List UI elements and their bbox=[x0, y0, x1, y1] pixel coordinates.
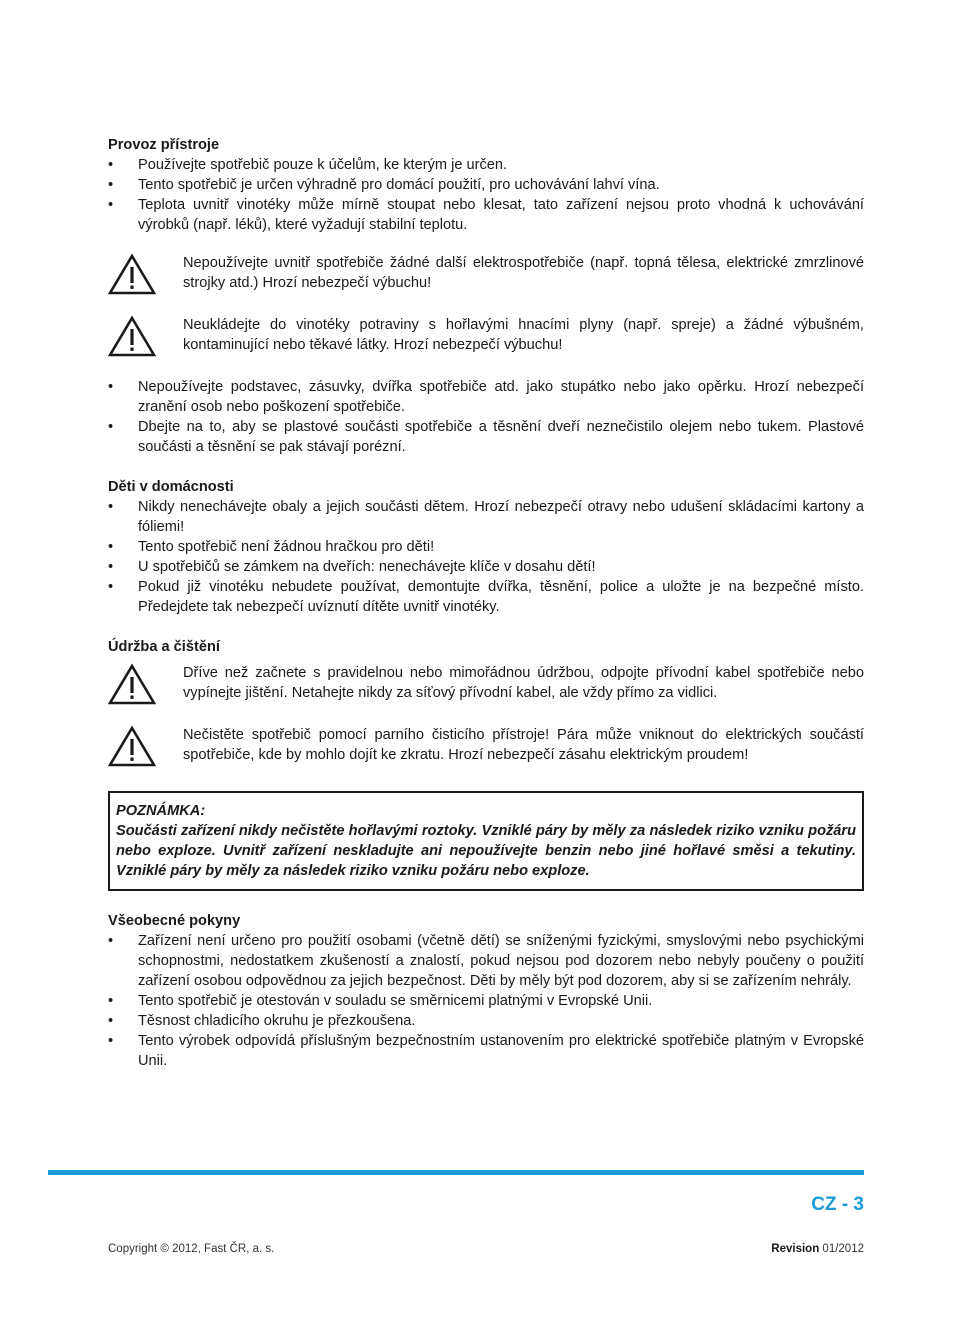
list-item: • Dbejte na to, aby se plastové součásti spotřebiče a těsnění dveří neznečistilo olejem nebo tukem. Plastové součásti a těsnění se pak stávají porézní. bbox=[108, 419, 864, 455]
bullet-icon: • bbox=[108, 933, 114, 949]
page-content bbox=[108, 135, 864, 1071]
bullet-icon: • bbox=[108, 419, 114, 435]
bullet-icon: • bbox=[108, 993, 114, 1009]
revision-info bbox=[771, 1243, 864, 1255]
warning-triangle-icon bbox=[108, 315, 156, 357]
bullet-icon: • bbox=[108, 1013, 114, 1029]
bullet-icon: • bbox=[108, 1033, 114, 1049]
page-number: CZ - 3 bbox=[811, 1194, 864, 1215]
bullet-list-vseobecne bbox=[108, 931, 864, 1071]
warning-text: Dříve než začnete s pravidelnou nebo mimořádnou údržbou, odpojte přívodní kabel spotřebiče nebo vypínejte jištění. Netahejte nikdy za síťový přívodní kabel, ale vždy přímo za vidlici. bbox=[183, 665, 864, 701]
bullet-list-deti bbox=[108, 497, 864, 617]
list-item: • Teplota uvnitř vinotéky může mírně stoupat nebo klesat, tato zařízení nejsou proto vhodná k uchovávání výrobků (např. léků), které vyžadují stabilní teplotu. bbox=[108, 197, 864, 233]
list-item: • Používejte spotřebič pouze k účelům, ke kterým je určen. bbox=[108, 157, 508, 173]
list-item: • Tento spotřebič není žádnou hračkou pro děti! bbox=[108, 539, 435, 555]
warning-triangle-icon bbox=[108, 253, 156, 295]
section-heading-deti: Děti v domácnosti bbox=[108, 479, 234, 495]
warning-block bbox=[108, 253, 864, 295]
list-item: • Nepoužívejte podstavec, zásuvky, dvířka spotřebiče atd. jako stupátko nebo jako opěrku. Hrozí nebezpečí zranění osob nebo poškození spotřebiče. bbox=[108, 379, 864, 415]
list-item: • U spotřebičů se zámkem na dveřích: nenechávejte klíče v dosahu dětí! bbox=[108, 559, 596, 575]
bullet-icon: • bbox=[108, 197, 114, 213]
list-item: • Tento spotřebič je otestován v souladu se směrnicemi platnými v Evropské Unii. bbox=[108, 993, 653, 1009]
bullet-icon: • bbox=[108, 157, 114, 173]
warning-text: Nečistěte spotřebič pomocí parního čisticího přístroje! Pára může vniknout do elektrických součástí spotřebiče, kde by mohlo dojít ke zkratu. Hrozí nebezpečí zásahu elektrickým proudem! bbox=[183, 727, 864, 763]
warning-block bbox=[108, 663, 864, 705]
note-text: Součásti zařízení nikdy nečistěte hořlavými roztoky. Vzniklé páry by měly za následek riziko vzniku požáru nebo exploze. Uvnitř zařízení neskladujte ani nepoužívejte benzin nebo jiné hořlavé směsi a tekutiny. Vzniklé páry by měly za následek riziko vzniku požáru nebo exploze. bbox=[116, 823, 856, 879]
warning-block bbox=[108, 725, 864, 767]
bullet-list-provoz bbox=[108, 155, 864, 235]
list-item: • Pokud již vinotéku nebudete používat, demontujte dvířka, těsnění, police a uložte je na bezpečné místo. Předejdete tak nebezpečí uvíznutí dítěte uvnitř vinotéky. bbox=[108, 579, 864, 615]
bullet-icon: • bbox=[108, 499, 114, 515]
bullet-icon: • bbox=[108, 579, 114, 595]
section-heading-udrzba: Údržba a čištění bbox=[108, 639, 220, 655]
note-title: POZNÁMKA: bbox=[116, 803, 206, 819]
section-heading-vseobecne: Všeobecné pokyny bbox=[108, 913, 241, 929]
bullet-icon: • bbox=[108, 177, 114, 193]
warning-triangle-icon bbox=[108, 725, 156, 767]
bullet-icon: • bbox=[108, 539, 114, 555]
bullet-list-provoz-after bbox=[108, 377, 864, 457]
warning-text: Nepoužívejte uvnitř spotřebiče žádné další elektrospotřebiče (např. topná tělesa, elektrické zmrzlinové strojky atd.) Hrozí nebezpečí výbuchu! bbox=[183, 255, 864, 291]
list-item: • Nikdy nenechávejte obaly a jejich součásti dětem. Hrozí nebezpečí otravy nebo udušení skládacími kartony a fóliemi! bbox=[108, 499, 864, 535]
list-item: • Tento výrobek odpovídá příslušným bezpečnostním ustanovením pro elektrické spotřebiče platným v Evropské Unii. bbox=[108, 1033, 864, 1069]
note-box bbox=[108, 791, 864, 891]
bullet-icon: • bbox=[108, 379, 114, 395]
warning-block bbox=[108, 315, 864, 357]
section-heading-provoz: Provoz přístroje bbox=[108, 137, 220, 153]
list-item: • Zařízení není určeno pro použití osobami (včetně dětí) se sníženými fyzickými, smyslovými nebo psychickými schopnostmi, nedostatkem zkušeností a znalostí, pokud nejsou pod dozorem nebo nebyly poučeny o použití zařízení osobou odpovědnou za jejich bezpečnost. Děti by měly být pod dozorem, aby si se zařízením nehrály. bbox=[108, 933, 864, 989]
bullet-icon: • bbox=[108, 559, 114, 575]
warning-text: Neukládejte do vinotéky potraviny s hořlavými hnacími plyny (např. spreje) a žádné výbušném, kontaminující nebo těkavé látky. Hrozí nebezpečí výbuchu! bbox=[183, 317, 864, 353]
warning-triangle-icon bbox=[108, 663, 156, 705]
list-item: • Těsnost chladicího okruhu je přezkoušena. bbox=[108, 1013, 416, 1029]
list-item: • Tento spotřebič je určen výhradně pro domácí použití, pro uchovávání lahví vína. bbox=[108, 177, 660, 193]
revision-value: 01/2012 bbox=[822, 1243, 864, 1255]
footer-divider bbox=[48, 1170, 864, 1175]
copyright-text: Copyright © 2012, Fast ČR, a. s. bbox=[108, 1243, 275, 1255]
revision-label: Revision bbox=[771, 1243, 820, 1255]
